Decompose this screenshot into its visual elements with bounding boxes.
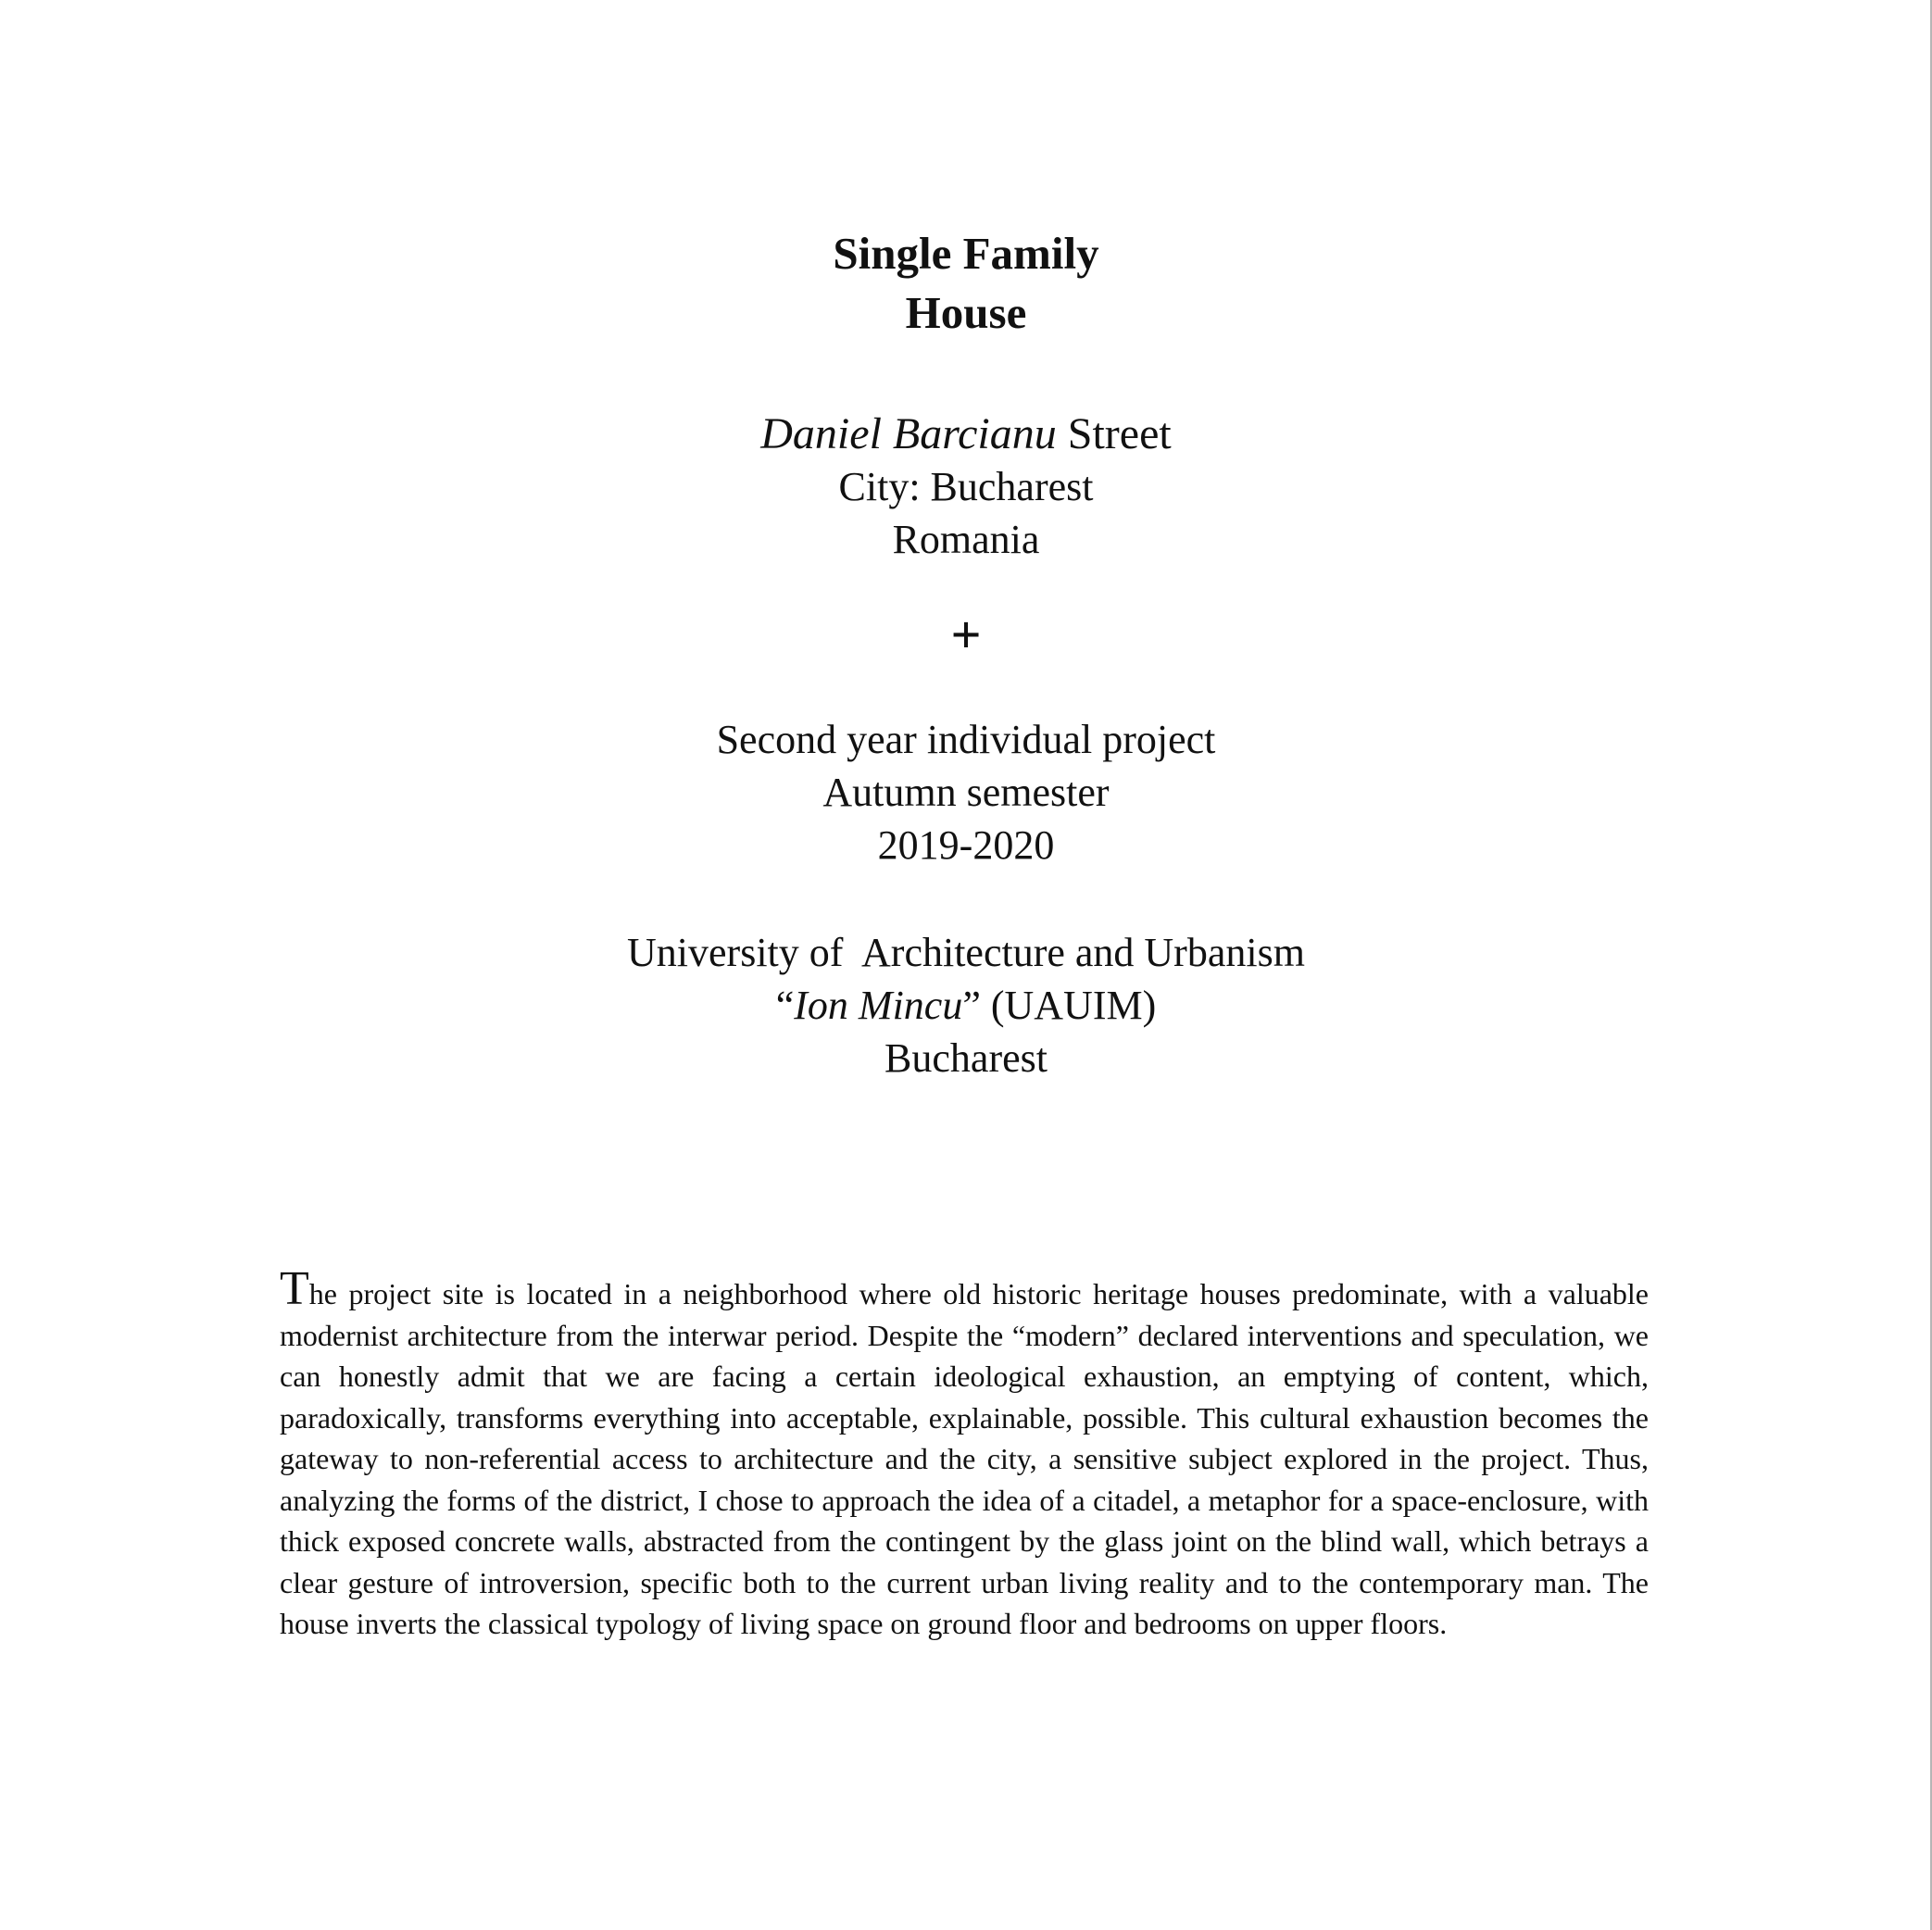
page-title xyxy=(0,224,1932,343)
open-quote: “ xyxy=(775,983,795,1028)
project-years: 2019-2020 xyxy=(877,822,1055,868)
title-line-2: House xyxy=(905,287,1027,338)
street-line xyxy=(0,407,1932,460)
city-line: City: Bucharest xyxy=(838,464,1094,509)
university-patron: Ion Mincu xyxy=(794,983,963,1028)
project-description xyxy=(280,1262,1649,1645)
street-name: Daniel Barcianu xyxy=(760,409,1057,458)
project-type: Second year individual project xyxy=(716,717,1216,762)
description-text: he project site is located in a neighborhood where old historic heritage houses predominate, with a valuable modernist architecture from the interwar period. Despite the “modern” declared interventions and speculation, we can honestly admit that we are facing a certain ideological exhaustion, an emptying of content, which, paradoxically, transforms everything into acceptable, explainable, possible. This cultural exhaustion becomes the gateway to non-referential access to architecture and the city, a sensitive subject explored in the project. Thus, analyzing the forms of the district, I chose to approach the idea of a citadel, a metaphor for a space-enclosure, with thick exposed concrete walls, abstracted from the contingent by the glass joint on the blind wall, which betrays a clear gesture of introversion, specific both to the current urban living reality and to the contemporary man. The house inverts the classical typology of living space on ground floor and bedrooms on upper floors. xyxy=(280,1277,1649,1640)
university-abbreviation: ” (UAUIM) xyxy=(962,983,1157,1028)
university-block xyxy=(0,926,1932,1084)
university-patron-line xyxy=(0,979,1932,1032)
street-suffix: Street xyxy=(1056,409,1172,458)
project-info-block xyxy=(0,713,1932,871)
project-semester: Autumn semester xyxy=(822,770,1110,815)
plus-separator: + xyxy=(950,605,982,665)
university-name: University of Architecture and Urbanism xyxy=(627,930,1305,975)
title-line-1: Single Family xyxy=(833,228,1099,279)
university-city: Bucharest xyxy=(884,1035,1048,1081)
drop-cap: T xyxy=(280,1262,309,1315)
country-line: Romania xyxy=(892,517,1040,562)
address-block xyxy=(0,407,1932,566)
